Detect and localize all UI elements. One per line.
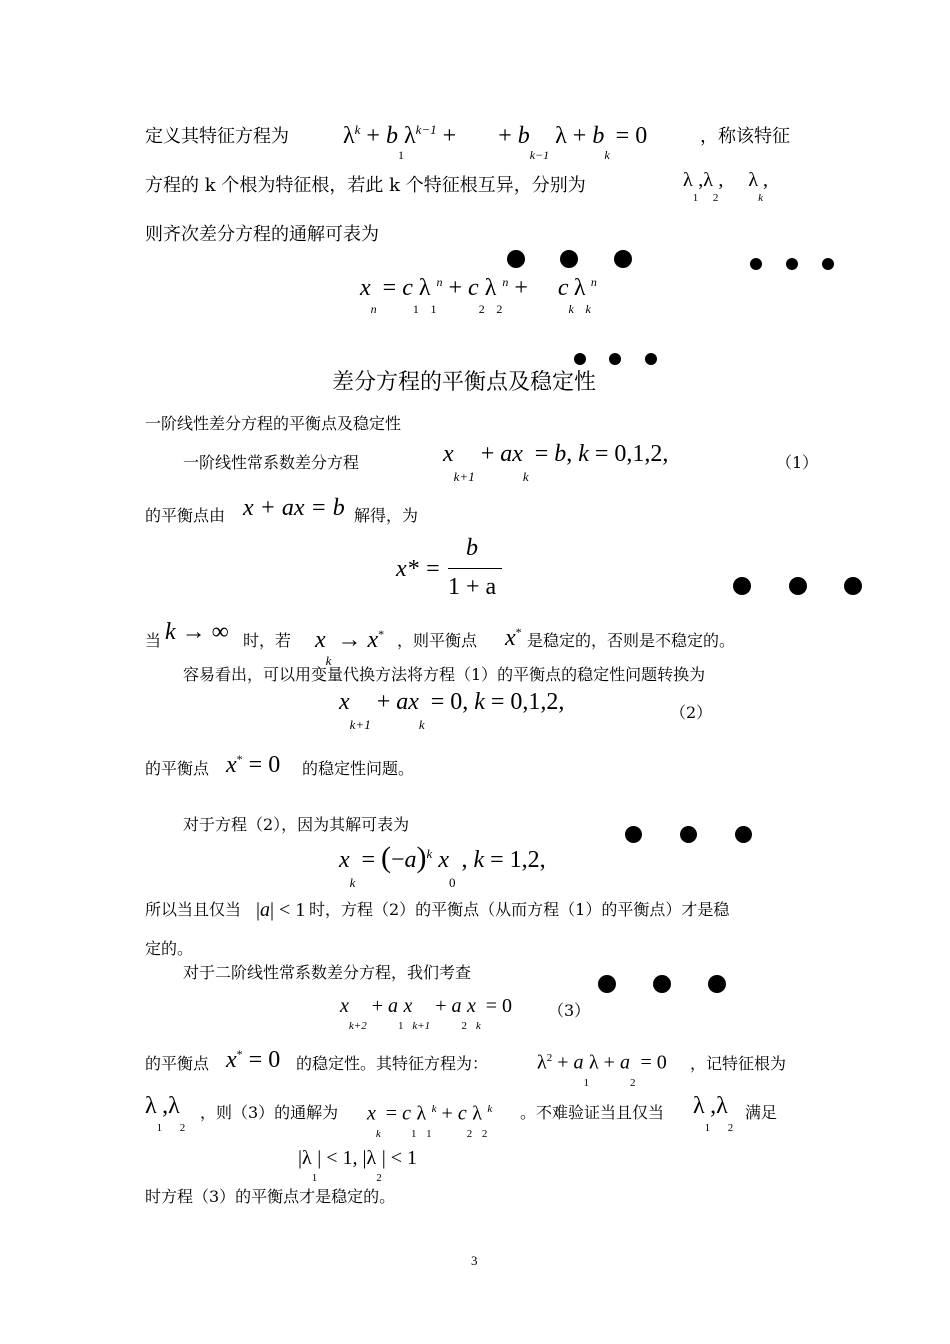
general-solution-equation: $x_n = c_1\lambda_1^n + c_2\lambda_2^n$ + $c_k\lambda_k^n$	[360, 275, 597, 316]
paragraph-11: 时方程（3）的平衡点才是稳定的。	[145, 1187, 396, 1206]
fraction-numerator: b	[466, 535, 478, 561]
ellipsis-dot	[653, 975, 671, 993]
section-heading: 差分方程的平衡点及稳定性	[332, 370, 597, 395]
ellipsis-dot	[786, 258, 798, 270]
subsection-heading: 一阶线性差分方程的平衡点及稳定性	[145, 414, 402, 433]
ellipsis-dot	[822, 258, 834, 270]
zero-equilibrium: x* = 0	[226, 752, 281, 778]
paragraph-2-prefix: 的平衡点由	[145, 506, 226, 525]
paragraph-2-suffix: 解得，为	[354, 506, 419, 525]
convergence-expression: $x_k \to x^*$	[315, 627, 385, 668]
paragraph-6: 对于方程（2），因为其解可表为	[183, 815, 410, 834]
limit-expression: k → ∞	[165, 619, 229, 645]
paragraph-7-a: 所以当且仅当	[145, 900, 242, 919]
fraction-lhs: x* =	[396, 556, 441, 582]
paragraph-10-b: 。不难验证当且仅当	[520, 1103, 665, 1122]
ellipsis-dot	[560, 250, 578, 268]
zero-equilibrium-2: x* = 0	[226, 1047, 281, 1073]
ellipsis-dot	[735, 826, 752, 843]
ellipsis-dot	[733, 577, 751, 595]
paragraph-4: 容易看出，可以用变量代换方法将方程（1）的平衡点的稳定性问题转换为	[183, 665, 706, 684]
ellipsis-dot	[574, 353, 586, 365]
ellipsis-dot	[614, 250, 632, 268]
text-line-3: 则齐次差分方程的通解可表为	[145, 224, 379, 245]
fraction-bar	[448, 568, 502, 569]
paragraph-5-prefix: 的平衡点	[145, 759, 210, 778]
equilibrium-symbol: x*	[505, 625, 522, 651]
ellipsis-dot	[507, 250, 525, 268]
equation-3-number: （3）	[548, 1001, 591, 1020]
ellipsis-dot	[609, 353, 621, 365]
ellipsis-dot	[680, 826, 697, 843]
text-line-1-tail: ，称该特征	[700, 126, 790, 147]
equation-1: $x_{k+1} + ax_k = b$, k = 0,1,2,	[443, 441, 669, 484]
abs-condition: |a| < 1	[256, 899, 306, 921]
text-line-2: 方程的 k 个根为特征根，若此 k 个特征根互异，分别为	[145, 175, 586, 196]
second-order-solution: $x_k = c_1\lambda_1^k + c_2\lambda_2^k$	[367, 1102, 493, 1140]
roots-pair-1: $\lambda_1,\lambda_2$	[145, 1093, 186, 1134]
equation-1-number: （1）	[776, 453, 819, 472]
paragraph-10-a: ，则（3）的通解为	[200, 1103, 339, 1122]
page-number: 3	[471, 1253, 478, 1268]
paragraph-7-c: 定的。	[145, 939, 194, 958]
roots-list: $\lambda_1,\lambda_2$, $\lambda_k$,	[683, 169, 768, 204]
paragraph-1-label: 一阶线性常系数差分方程	[183, 453, 360, 472]
paragraph-7-b: 时，方程（2）的平衡点（从而方程（1）的平衡点）才是稳	[309, 900, 730, 919]
ellipsis-dot	[625, 826, 642, 843]
text-line-1: 定义其特征方程为	[145, 126, 289, 147]
equation-3: $x_{k+2} + a_1x_{k+1} + a_2x_k = 0$	[340, 995, 513, 1032]
paragraph-3-d: 是稳定的，否则是不稳定的。	[527, 631, 736, 650]
fraction-denominator: 1 + a	[448, 574, 497, 600]
paragraph-10-c: 满足	[745, 1103, 778, 1122]
second-order-characteristic: $\lambda^2 + a_1\lambda + a_2 = 0$	[537, 1051, 667, 1089]
ellipsis-dot	[708, 975, 726, 993]
ellipsis-dot	[598, 975, 616, 993]
ellipsis-dot	[750, 258, 762, 270]
equation-2: $x_{k+1} + ax_k = 0$, k = 0,1,2,	[339, 689, 565, 732]
solution-equation: $x_k = (-a)^k$ $x_0$ , k = 1,2,	[339, 841, 546, 890]
paragraph-8: 对于二阶线性常系数差分方程，我们考查	[183, 963, 472, 982]
paragraph-9-a: 的平衡点	[145, 1054, 210, 1073]
stability-condition: $|\lambda_1| < 1$, $|\lambda_2| < 1$	[298, 1147, 417, 1184]
paragraph-3-c: ，则平衡点	[397, 631, 478, 650]
paragraph-3-a: 当	[145, 631, 162, 650]
paragraph-5-suffix: 的稳定性问题。	[302, 759, 415, 778]
paragraph-3-b: 时，若	[243, 631, 292, 650]
ellipsis-dot	[789, 577, 807, 595]
characteristic-equation: $\lambda^k + b_1\lambda^{k-1}$ + + $b_{k-1}$ $\lambda + b_k = 0$	[343, 122, 648, 162]
ellipsis-dot	[844, 577, 862, 595]
equilibrium-equation: x + ax = b	[243, 495, 345, 521]
roots-pair-2: $\lambda_1,\lambda_2$	[693, 1093, 734, 1134]
paragraph-9-c: ，记特征根为	[690, 1054, 787, 1073]
paragraph-9-b: 的稳定性。其特征方程为：	[296, 1054, 489, 1073]
equation-2-number: （2）	[670, 703, 713, 722]
ellipsis-dot	[645, 353, 657, 365]
